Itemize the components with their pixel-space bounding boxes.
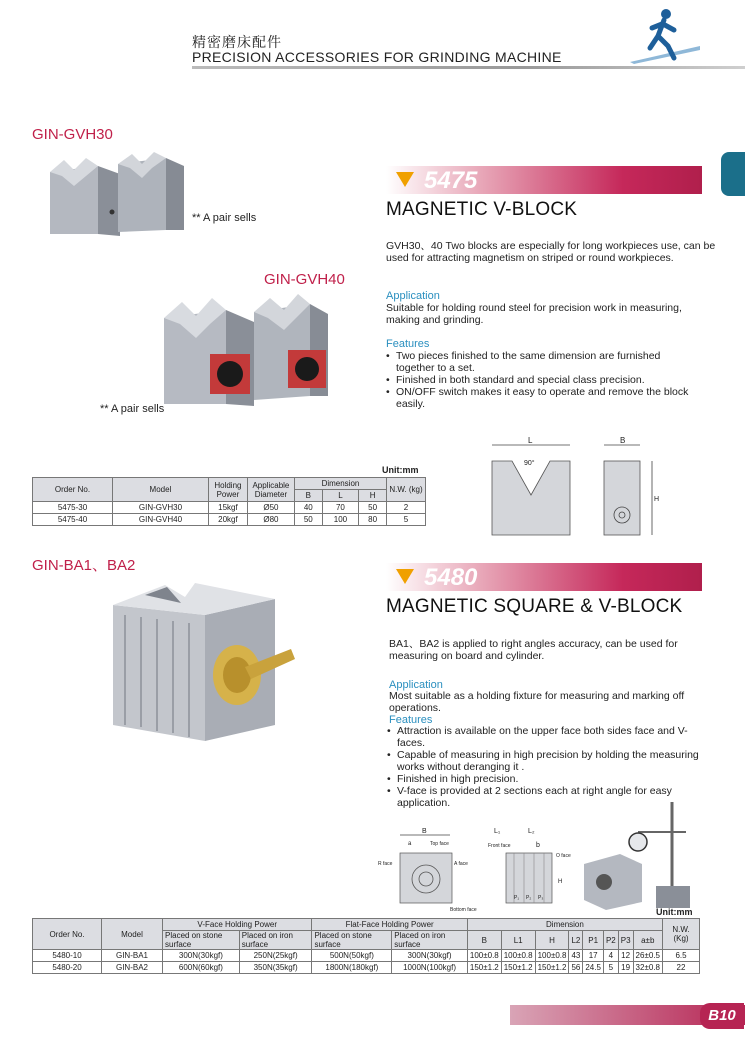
th-B: B	[294, 490, 322, 502]
th-order: Order No.	[33, 478, 113, 502]
spec-table-5475	[32, 477, 426, 526]
th-flatface-holding: Flat-Face Holding Power	[312, 919, 467, 931]
table-row: 5475-30 GIN-GVH30 15kgf Ø50 40 70 50 2	[33, 502, 426, 514]
dim-H-label: H	[654, 496, 660, 503]
svg-text:Front face: Front face	[488, 843, 511, 849]
runner-logo-icon	[630, 6, 700, 64]
th-model: Model	[112, 478, 208, 502]
features-list	[387, 725, 712, 809]
th-placed-iron: Placed on iron surface	[392, 931, 468, 950]
svg-text:P₃: P₃	[538, 895, 544, 901]
dim-B-label: B	[620, 436, 626, 445]
svg-text:b: b	[536, 842, 540, 849]
unit-label: Unit:mm	[382, 465, 419, 475]
th-placed-iron: Placed on iron surface	[239, 931, 312, 950]
vblock-gvh40-photo	[160, 292, 330, 410]
table-row: 5480-20 GIN-BA2 600N(60kgf) 350N(35kgf) 1800N(180kgf) 1000N(100kgf) 150±1.2 150±1.2 150±1.2 56 24.5 5 19 32±0.8 22	[33, 962, 700, 974]
svg-text:Top face: Top face	[430, 841, 449, 847]
application-text: Suitable for holding round steel for precision work in measuring, making and grinding.	[386, 302, 682, 326]
svg-text:B: B	[422, 828, 427, 835]
unit-label: Unit:mm	[656, 907, 693, 917]
th-L: L	[322, 490, 359, 502]
th-placed-stone: Placed on stone surface	[163, 931, 240, 950]
features-list	[386, 350, 696, 410]
th-vface-holding: V-Face Holding Power	[163, 919, 312, 931]
product-number-banner-5475	[386, 166, 702, 194]
application-label: Application	[386, 290, 440, 302]
svg-text:P₂: P₂	[526, 895, 532, 901]
svg-text:H: H	[558, 879, 563, 885]
th-dimension: Dimension	[294, 478, 386, 490]
feature-item: • Finished in both standard and special class precision.	[386, 374, 696, 386]
th-dimension: Dimension	[467, 919, 662, 931]
measuring-stand-photo	[580, 798, 704, 910]
th-order: Order No.	[33, 919, 102, 950]
table-row: 5480-10 GIN-BA1 300N(30kgf) 250N(25kgf) 500N(50kgf) 300N(30kgf) 100±0.8 100±0.8 100±0.8 43 17 4 12 26±0.5 6.5	[33, 950, 700, 962]
section-tab	[721, 152, 745, 196]
feature-item: • Attraction is available on the upper face both sides face and V-faces.	[387, 725, 712, 749]
features-label: Features	[386, 338, 430, 350]
th-holding-power: Holding Power	[208, 478, 247, 502]
application-text: Most suitable as a holding fixture for measuring and marking off operations.	[389, 690, 685, 714]
svg-text:O face: O face	[556, 853, 571, 859]
application-label: Application	[389, 679, 443, 691]
features-label: Features	[389, 714, 433, 726]
th-applicable-diameter: Applicable Diameter	[247, 478, 294, 502]
model-label-ba: GIN-BA1、BA2	[32, 557, 136, 574]
triangle-marker-icon	[396, 172, 414, 187]
vblock-gvh30-photo	[46, 150, 186, 240]
feature-item: • ON/OFF switch makes it easy to operate and remove the block easily.	[386, 386, 696, 410]
dim-angle-label: 90°	[524, 460, 535, 467]
svg-text:L₂: L₂	[528, 828, 535, 835]
th-placed-stone: Placed on stone surface	[312, 931, 392, 950]
pair-note-gvh40: ** A pair sells	[100, 403, 165, 415]
svg-text:a: a	[408, 841, 412, 847]
product-number-banner-5480	[386, 563, 702, 591]
header-title-en: PRECISION ACCESSORIES FOR GRINDING MACHINE	[192, 49, 562, 65]
th-model: Model	[102, 919, 163, 950]
th-H: H	[359, 490, 387, 502]
th-nw: N.W. (kg)	[387, 478, 426, 502]
product-title: MAGNETIC SQUARE & V-BLOCK	[386, 596, 683, 617]
product-description: GVH30、40 Two blocks are especially for long workpieces use, can be used for attracting magnetism on striped or round workpieces.	[386, 240, 716, 264]
product-title: MAGNETIC V-BLOCK	[386, 199, 578, 220]
svg-text:L₁: L₁	[494, 828, 501, 835]
feature-item: • Finished in high precision.	[387, 773, 712, 785]
dim-L-label: L	[528, 436, 533, 445]
header-title-cn: 精密磨床配件	[192, 34, 282, 50]
triangle-marker-icon	[396, 569, 414, 584]
square-vblock-photo	[105, 575, 300, 745]
pair-note-gvh30: ** A pair sells	[192, 212, 257, 224]
svg-text:A face: A face	[454, 861, 468, 867]
feature-item: • Capable of measuring in high precision by holding the measuring works without deranging it .	[387, 749, 712, 773]
product-number: 5480	[424, 564, 478, 591]
feature-item: • V-face is provided at 2 sections each at right angle for easy application.	[387, 785, 712, 809]
spec-table-5480: Order No. Model V-Face Holding Power Flat-Face Holding Power Dimension N.W. (Kg) Placed on stone surface Placed on iron surface Placed on stone surface Placed on iron surface B L1 H L2 P1 P2 P3 a±b 5480-10 GIN-BA1 300N(30kgf) 250N(25kgf) 500N(50kgf) 300N(30kgf) 100±0.8 100±0.8 100±0.8 43 17 4 12 26±0.5 6.5 5480-20 GIN-BA2 600N(60kgf) 350N(35kgf) 1800N(180kgf) 1000N(100kgf) 150±1.2 150±1.2 150±1.2 56 24.5 5 19 32±0.8 22	[32, 918, 700, 974]
product-description: BA1、BA2 is applied to right angles accuracy, can be used for measuring on board and cylinder.	[389, 638, 678, 662]
vblock-dimension-drawing	[480, 435, 660, 545]
svg-text:P₁: P₁	[514, 895, 520, 901]
feature-item: • Two pieces finished to the same dimension are furnished together to a set.	[386, 350, 696, 374]
square-vblock-dimension-drawing	[378, 825, 571, 917]
svg-text:R face: R face	[378, 861, 393, 867]
page-number: B10	[700, 1003, 744, 1029]
model-label-gvh30: GIN-GVH30	[32, 126, 113, 143]
table-row: 5475-40 GIN-GVH40 20kgf Ø80 50 100 80 5	[33, 514, 426, 526]
header-rule	[192, 66, 745, 69]
th-nw: N.W. (Kg)	[663, 919, 700, 950]
model-label-gvh40: GIN-GVH40	[264, 271, 345, 288]
product-number: 5475	[424, 167, 478, 194]
svg-text:Bottom face: Bottom face	[450, 907, 477, 913]
